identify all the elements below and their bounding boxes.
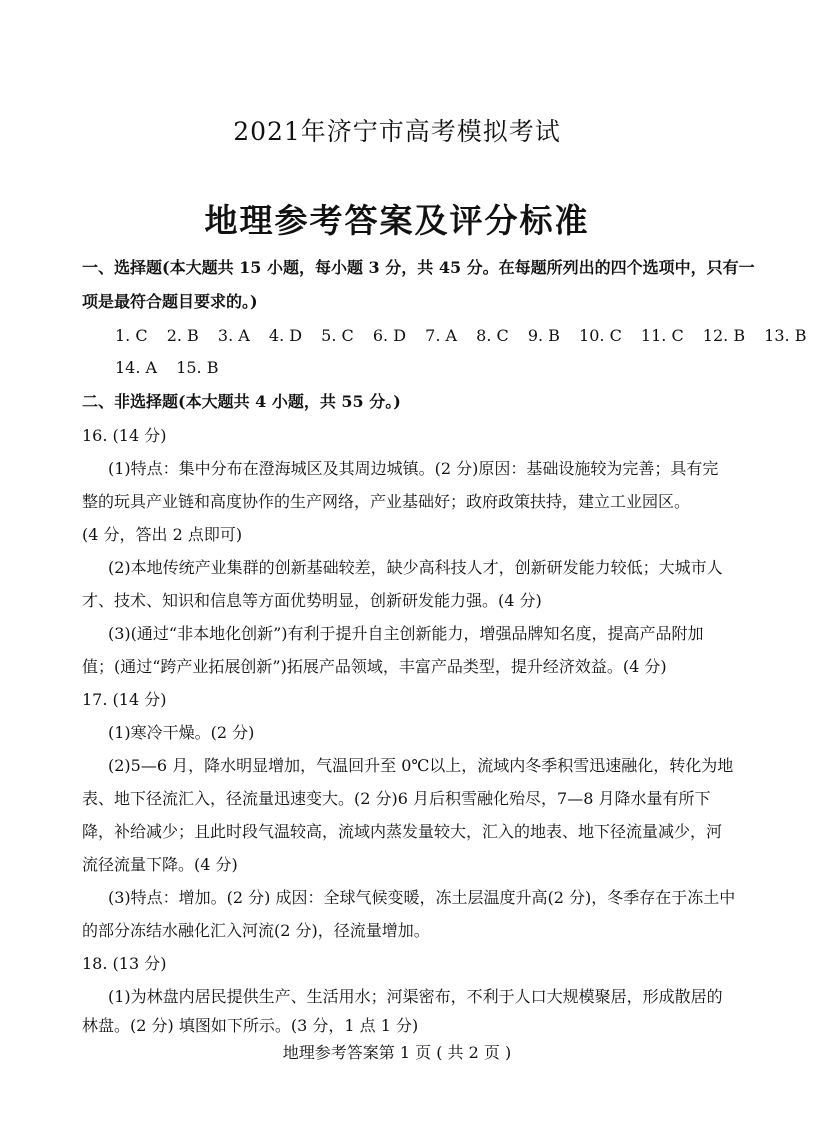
- q17-title: 17. (14 分): [82, 690, 167, 709]
- section2-heading: 二、非选择题(本大题共 4 小题，共 55 分。): [82, 392, 401, 411]
- q17-line: (2)5—6 月，降水明显增加，气温回升至 0℃以上，流域内冬季积雪迅速融化，转化为地: [108, 756, 734, 775]
- document-title: 地理参考答案及评分标准: [204, 201, 590, 240]
- section1-heading-line1: 一、选择题(本大题共 15 小题，每小题 3 分，共 45 分。在每题所列出的四个选项中，只有一: [82, 258, 755, 277]
- q18-line: (1)为林盘内居民提供生产、生活用水；河渠密布，不利于人口大规模聚居，形成散居的: [108, 987, 723, 1006]
- answer-item: 7. A: [425, 326, 458, 345]
- q16-line: 整的玩具产业链和高度协作的生产网络，产业基础好；政府政策扶持，建立工业园区。: [82, 492, 691, 511]
- answer-item: 1. C: [115, 326, 148, 345]
- q16-line: (1)特点：集中分布在澄海城区及其周边城镇。(2 分)原因：基础设施较为完善；具有完: [108, 459, 719, 478]
- q16-line: (2)本地传统产业集群的创新基础较差，缺少高科技人才，创新研发能力较低；大城市人: [108, 558, 723, 577]
- answer-item: 8. C: [476, 326, 509, 345]
- answer-item: 11. C: [640, 326, 684, 345]
- q18-title: 18. (13 分): [82, 954, 167, 973]
- answer-item: 5. C: [321, 326, 354, 345]
- answers-row-1: [115, 326, 820, 346]
- q17-line: (3)特点：增加。(2 分) 成因：全球气候变暖，冻土层温度升高(2 分)，冬季存在于冻土中: [108, 888, 736, 907]
- exam-title: 2021年济宁市高考模拟考试: [233, 117, 561, 146]
- answer-item: 10. C: [579, 326, 622, 345]
- q16-title: 16. (14 分): [82, 426, 167, 445]
- q16-line: 才、技术、知识和信息等方面优势明显，创新研发能力强。(4 分): [82, 591, 542, 610]
- answer-item: 3. A: [217, 326, 250, 345]
- q16-line: (4 分，答出 2 点即可): [82, 525, 243, 544]
- q17-line: 的部分冻结水融化汇入河流(2 分)，径流量增加。: [82, 921, 430, 940]
- q16-line: (3)(通过“非本地化创新”)有利于提升自主创新能力，增强品牌知名度，提高产品附加: [108, 624, 704, 643]
- q17-line: (1)寒冷干燥。(2 分): [108, 723, 255, 742]
- answer-item: 15. B: [176, 358, 219, 377]
- q18-line: 林盘。(2 分) 填图如下所示。(3 分，1 点 1 分): [82, 1016, 419, 1035]
- q17-line: 流径流量下降。(4 分): [82, 855, 238, 874]
- q17-line: 表、地下径流汇入，径流量迅速变大。(2 分)6 月后积雪融化殆尽，7—8 月降水量有所下: [82, 789, 711, 808]
- answer-item: 6. D: [372, 326, 407, 345]
- q16-line: 值；(通过“跨产业拓展创新”)拓展产品领域，丰富产品类型，提升经济效益。(4 分): [82, 657, 667, 676]
- answer-item: 4. D: [268, 326, 303, 345]
- q17-line: 降，补给减少；且此时段气温较高，流域内蒸发量较大，汇入的地表、地下径流量减少，河: [82, 822, 723, 841]
- answer-item: 13. B: [764, 326, 807, 345]
- answer-item: 12. B: [702, 326, 746, 345]
- answer-item: 9. B: [527, 326, 560, 345]
- answer-item: 14. A: [115, 358, 158, 377]
- page-footer: 地理参考答案第 1 页 ( 共 2 页 ): [282, 1043, 512, 1062]
- section1-heading-line2: 项是最符合题目要求的。): [82, 292, 258, 311]
- answer-item: 2. B: [166, 326, 199, 345]
- answers-row-2: [115, 358, 232, 378]
